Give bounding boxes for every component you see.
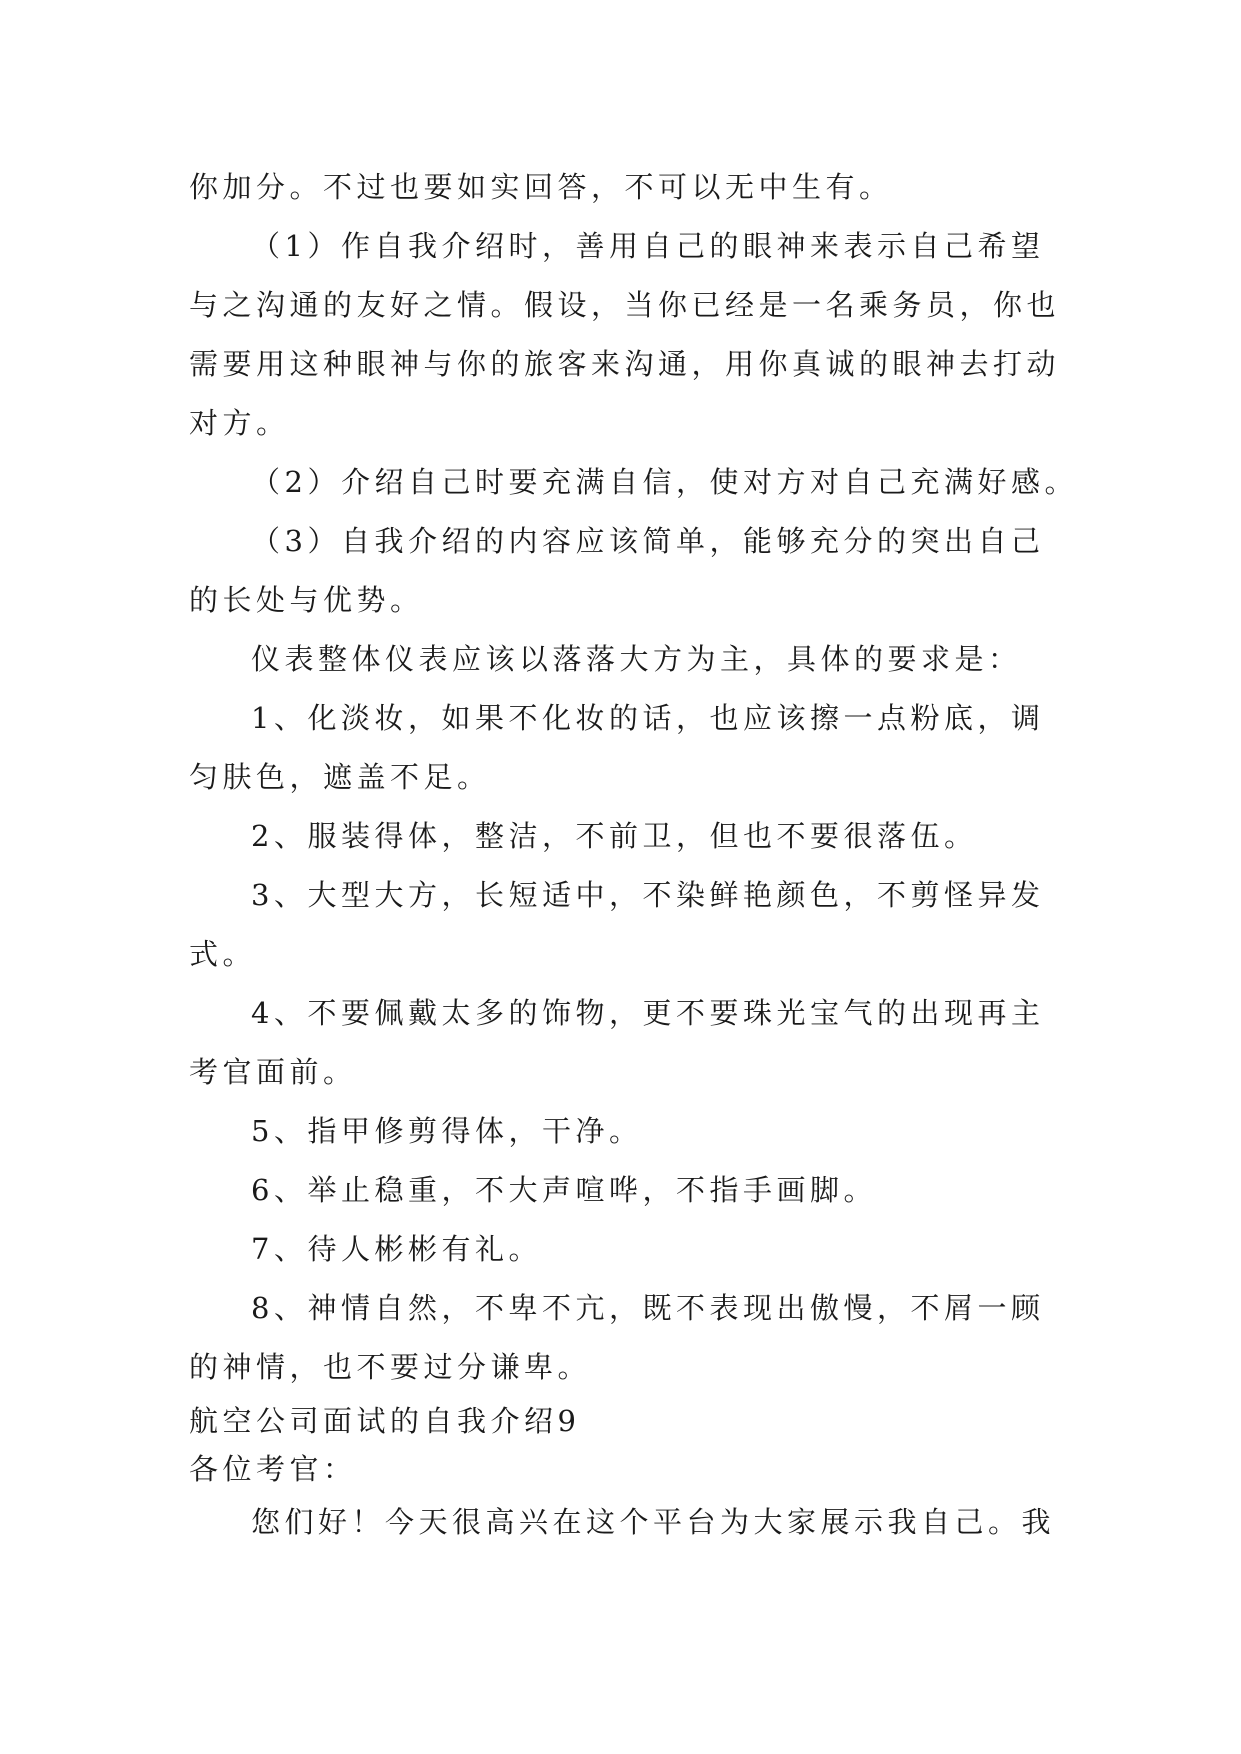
paragraph-line: 4、不要佩戴太多的饰物，更不要珠光宝气的出现再主 (251, 996, 1045, 1030)
paragraph-line: 与之沟通的友好之情。假设，当你已经是一名乘务员，你也 (189, 288, 1061, 322)
paragraph-line: 的长处与优势。 (189, 583, 424, 617)
paragraph-line: 3、大型大方，长短适中，不染鲜艳颜色，不剪怪异发 (251, 878, 1045, 912)
section-heading: 航空公司面试的自我介绍9 (189, 1404, 581, 1438)
paragraph-line: 6、举止稳重，不大声喧哗，不指手画脚。 (251, 1173, 877, 1207)
paragraph-line: 您们好！今天很高兴在这个平台为大家展示我自己。我 (251, 1505, 1056, 1539)
paragraph-line: （2）介绍自己时要充满自信，使对方对自己充满好感。 (251, 465, 1078, 499)
paragraph-line: 式。 (189, 937, 257, 971)
paragraph-line: 的神情，也不要过分谦卑。 (189, 1350, 592, 1384)
paragraph-line: （1）作自我介绍时，善用自己的眼神来表示自己希望 (251, 229, 1045, 263)
paragraph-line: 对方。 (189, 406, 290, 440)
paragraph-line: （3）自我介绍的内容应该简单，能够充分的突出自己 (251, 524, 1045, 558)
paragraph-line: 1、化淡妆，如果不化妆的话，也应该擦一点粉底，调 (251, 701, 1045, 735)
paragraph-line: 2、服装得体，整洁，不前卫，但也不要很落伍。 (251, 819, 978, 853)
paragraph-line: 仪表整体仪表应该以落落大方为主，具体的要求是： (251, 642, 1022, 676)
paragraph-line: 考官面前。 (189, 1055, 357, 1089)
paragraph-line: 7、待人彬彬有礼。 (251, 1232, 542, 1266)
salutation: 各位考官： (189, 1452, 357, 1486)
paragraph-line: 匀肤色，遮盖不足。 (189, 760, 491, 794)
document-body (189, 158, 1078, 1552)
paragraph-line: 需要用这种眼神与你的旅客来沟通，用你真诚的眼神去打动 (189, 347, 1061, 381)
paragraph-line: 你加分。不过也要如实回答，不可以无中生有。 (189, 170, 893, 204)
paragraph-line: 5、指甲修剪得体，干净。 (251, 1114, 643, 1148)
paragraph-line: 8、神情自然，不卑不亢，既不表现出傲慢，不屑一顾 (251, 1291, 1045, 1325)
